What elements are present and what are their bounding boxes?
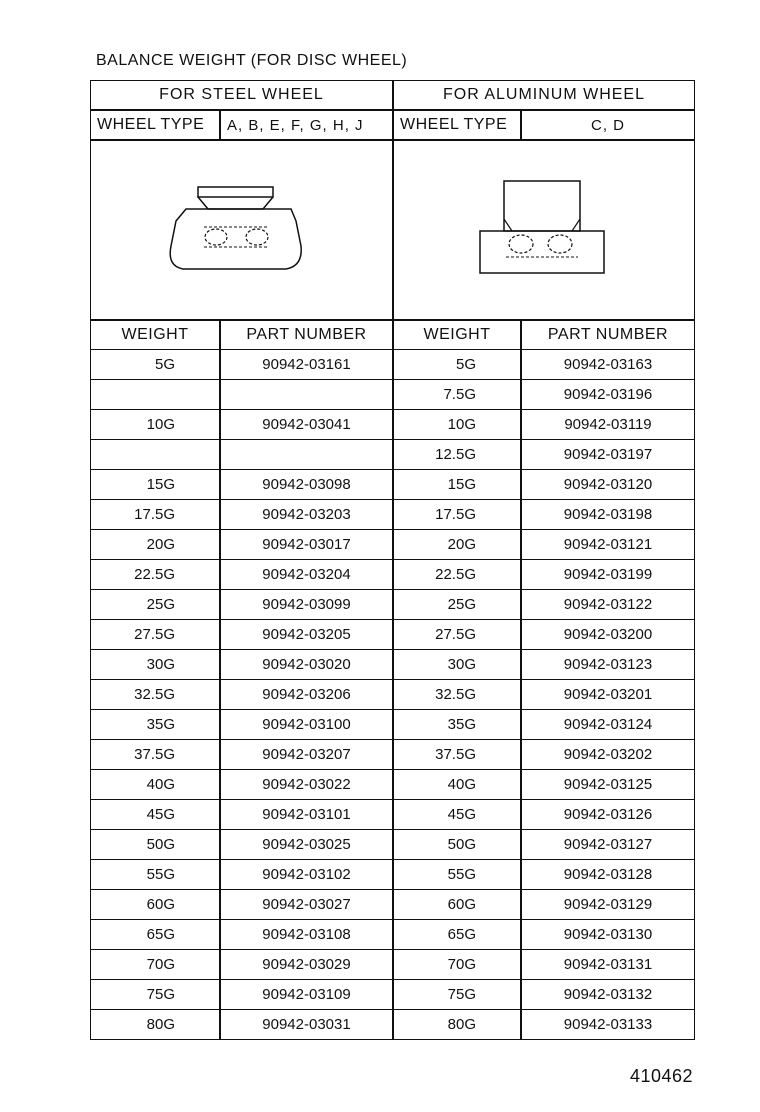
aluminum-part-number-cell: 90942-03121 [521,530,695,560]
page-title: BALANCE WEIGHT (FOR DISC WHEEL) [96,52,408,69]
aluminum-weight-diagram [393,140,695,320]
steel-weight-cell: 80G [90,1010,220,1040]
table-row [90,890,695,920]
aluminum-weight-cell: 27.5G [393,620,521,650]
table-row [90,860,695,890]
aluminum-weight-cell: 80G [393,1010,521,1040]
steel-part-number-cell: 90942-03206 [220,680,393,710]
steel-part-number-cell: 90942-03101 [220,800,393,830]
steel-weight-cell: 5G [90,350,220,380]
steel-part-number-cell: 90942-03099 [220,590,393,620]
aluminum-weight-cell: 30G [393,650,521,680]
steel-part-number-cell: 90942-03102 [220,860,393,890]
steel-part-number-cell: 90942-03020 [220,650,393,680]
steel-part-number-column-header: PART NUMBER [220,320,393,350]
steel-weight-cell: 32.5G [90,680,220,710]
steel-weight-cell: 35G [90,710,220,740]
steel-part-number-cell: 90942-03203 [220,500,393,530]
aluminum-weight-cell: 12.5G [393,440,521,470]
aluminum-weight-cell: 50G [393,830,521,860]
steel-weight-cell [90,380,220,410]
table-row [90,380,695,410]
aluminum-part-number-cell: 90942-03119 [521,410,695,440]
aluminum-part-number-cell: 90942-03198 [521,500,695,530]
steel-part-number-cell: 90942-03027 [220,890,393,920]
aluminum-weight-cell: 45G [393,800,521,830]
table-row [90,620,695,650]
aluminum-part-number-cell: 90942-03123 [521,650,695,680]
table-row [90,1010,695,1040]
table-row [90,530,695,560]
aluminum-part-number-cell: 90942-03132 [521,980,695,1010]
table-row [90,410,695,440]
aluminum-part-number-cell: 90942-03126 [521,800,695,830]
steel-part-number-cell: 90942-03205 [220,620,393,650]
table-row [90,560,695,590]
steel-part-number-cell: 90942-03098 [220,470,393,500]
aluminum-part-number-cell: 90942-03130 [521,920,695,950]
steel-part-number-cell [220,380,393,410]
steel-weight-column-header: WEIGHT [90,320,220,350]
aluminum-weight-cell: 40G [393,770,521,800]
table-row [90,500,695,530]
table-row [90,950,695,980]
steel-weight-cell: 37.5G [90,740,220,770]
steel-part-number-cell: 90942-03022 [220,770,393,800]
steel-part-number-cell: 90942-03108 [220,920,393,950]
aluminum-part-number-cell: 90942-03131 [521,950,695,980]
steel-part-number-cell: 90942-03161 [220,350,393,380]
steel-weight-cell: 65G [90,920,220,950]
aluminum-weight-cell: 22.5G [393,560,521,590]
steel-weight-diagram [90,140,393,320]
steel-weight-cell: 22.5G [90,560,220,590]
aluminum-part-number-cell: 90942-03199 [521,560,695,590]
aluminum-part-number-cell: 90942-03133 [521,1010,695,1040]
steel-weight-cell [90,440,220,470]
steel-part-number-cell: 90942-03031 [220,1010,393,1040]
aluminum-part-number-cell: 90942-03128 [521,860,695,890]
steel-part-number-cell: 90942-03041 [220,410,393,440]
table-row [90,830,695,860]
aluminum-weight-column-header: WEIGHT [393,320,521,350]
steel-part-number-cell: 90942-03025 [220,830,393,860]
aluminum-part-number-cell: 90942-03196 [521,380,695,410]
steel-part-number-cell: 90942-03100 [220,710,393,740]
table-row [90,740,695,770]
aluminum-weight-cell: 10G [393,410,521,440]
aluminum-weight-cell: 5G [393,350,521,380]
table-row [90,440,695,470]
steel-weight-cell: 75G [90,980,220,1010]
steel-weight-cell: 40G [90,770,220,800]
steel-weight-cell: 30G [90,650,220,680]
table-row [90,980,695,1010]
table-row [90,680,695,710]
aluminum-weight-cell: 25G [393,590,521,620]
steel-weight-cell: 15G [90,470,220,500]
aluminum-weight-cell: 15G [393,470,521,500]
aluminum-part-number-cell: 90942-03125 [521,770,695,800]
aluminum-weight-cell: 20G [393,530,521,560]
steel-part-number-cell: 90942-03207 [220,740,393,770]
aluminum-weight-cell: 37.5G [393,740,521,770]
table-row [90,650,695,680]
steel-weight-cell: 45G [90,800,220,830]
steel-part-number-cell: 90942-03017 [220,530,393,560]
steel-part-number-cell: 90942-03029 [220,950,393,980]
aluminum-part-number-cell: 90942-03202 [521,740,695,770]
aluminum-weight-cell: 7.5G [393,380,521,410]
steel-weight-cell: 25G [90,590,220,620]
aluminum-weight-cell: 55G [393,860,521,890]
steel-weight-cell: 50G [90,830,220,860]
steel-weight-cell: 27.5G [90,620,220,650]
steel-balance-weight-illustration [91,141,391,317]
steel-weight-cell: 55G [90,860,220,890]
table-row [90,710,695,740]
table-row [90,590,695,620]
steel-part-number-cell: 90942-03204 [220,560,393,590]
aluminum-weight-cell: 17.5G [393,500,521,530]
aluminum-weight-cell: 70G [393,950,521,980]
aluminum-balance-weight-illustration [394,141,694,317]
steel-weight-cell: 20G [90,530,220,560]
aluminum-part-number-cell: 90942-03163 [521,350,695,380]
table-row [90,350,695,380]
aluminum-wheel-type-label: WHEEL TYPE [393,110,521,140]
table-row [90,470,695,500]
aluminum-weight-cell: 65G [393,920,521,950]
aluminum-wheel-header: FOR ALUMINUM WHEEL [393,80,695,110]
aluminum-weight-cell: 35G [393,710,521,740]
aluminum-weight-cell: 75G [393,980,521,1010]
aluminum-part-number-cell: 90942-03197 [521,440,695,470]
table-row [90,920,695,950]
aluminum-part-number-cell: 90942-03201 [521,680,695,710]
aluminum-part-number-cell: 90942-03127 [521,830,695,860]
steel-weight-cell: 60G [90,890,220,920]
aluminum-weight-cell: 32.5G [393,680,521,710]
steel-wheel-header: FOR STEEL WHEEL [90,80,393,110]
steel-wheel-types: A, B, E, F, G, H, J [220,110,393,140]
table-row [90,770,695,800]
steel-weight-cell: 70G [90,950,220,980]
figure-number: 410462 [630,1066,694,1086]
aluminum-part-number-cell: 90942-03200 [521,620,695,650]
steel-part-number-cell [220,440,393,470]
aluminum-weight-cell: 60G [393,890,521,920]
aluminum-part-number-cell: 90942-03122 [521,590,695,620]
steel-part-number-cell: 90942-03109 [220,980,393,1010]
steel-weight-cell: 10G [90,410,220,440]
aluminum-part-number-cell: 90942-03129 [521,890,695,920]
steel-wheel-type-label: WHEEL TYPE [90,110,220,140]
aluminum-part-number-cell: 90942-03124 [521,710,695,740]
table-row [90,800,695,830]
aluminum-part-number-column-header: PART NUMBER [521,320,695,350]
aluminum-wheel-types: C, D [521,110,695,140]
aluminum-part-number-cell: 90942-03120 [521,470,695,500]
steel-weight-cell: 17.5G [90,500,220,530]
